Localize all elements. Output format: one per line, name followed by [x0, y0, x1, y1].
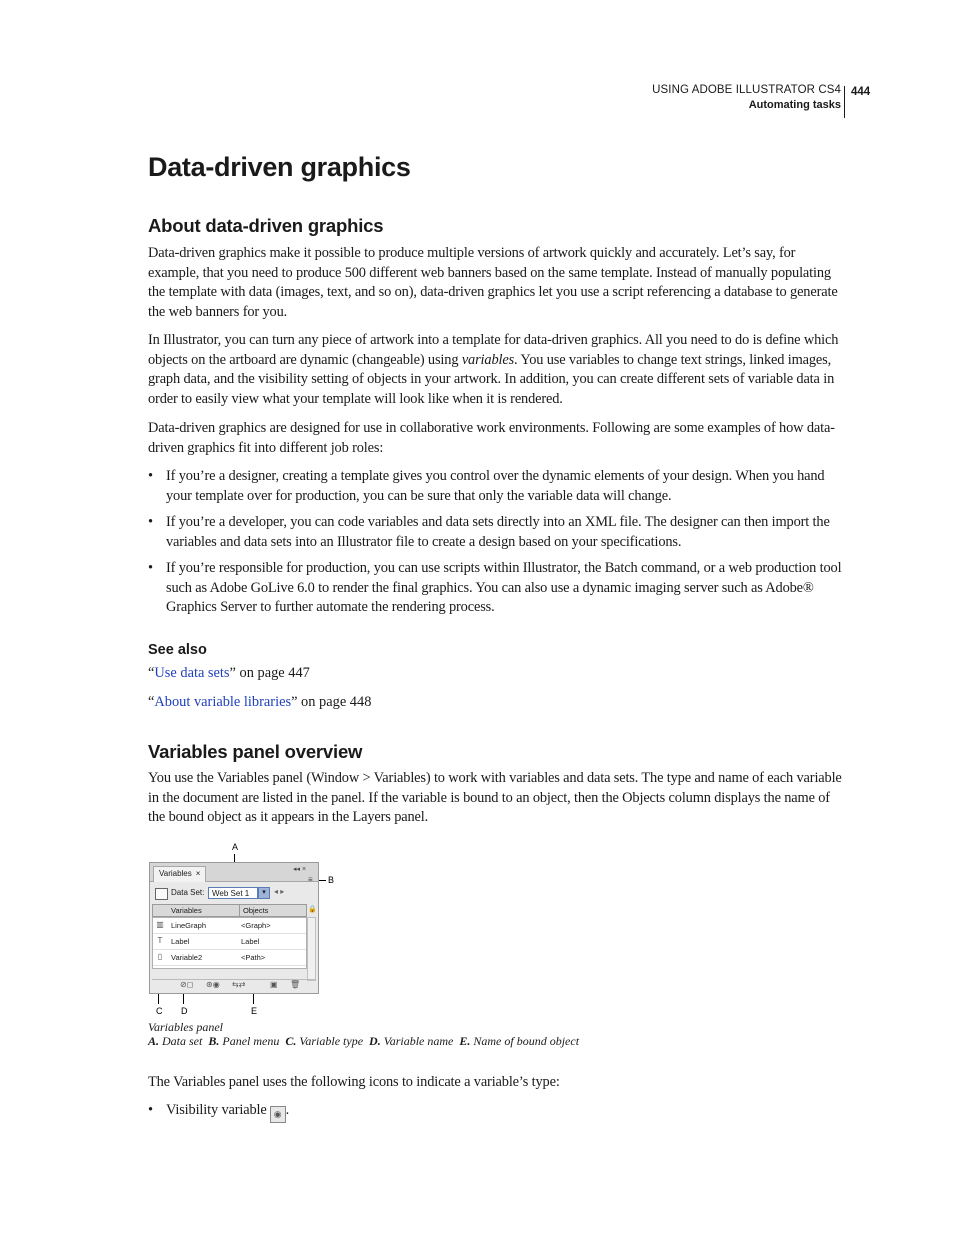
caption-key: D.: [369, 1034, 381, 1048]
bind-unbind-icon[interactable]: ⊘◻: [180, 980, 194, 989]
visibility-variable-icon: ◉: [270, 1106, 286, 1123]
list-item: [148, 513, 842, 552]
bullet-icon: •: [148, 560, 153, 576]
visibility-variable-label: Visibility variable: [166, 1102, 267, 1118]
window-controls-icon[interactable]: ◂◂ ×: [293, 866, 307, 873]
paragraph-intro: Data-driven graphics make it possible to produce multiple versions of artwork quickly and accurately. Let’s say, for example, that you need to produce 500 different web banners based on the same template. Instead of manually populating the template with data (images, text, and so on), data-driven graphics let you use a script referencing a database to generate the web banners for you.: [148, 245, 838, 320]
chapter-title: Automating tasks: [748, 99, 841, 111]
panel-menu-icon[interactable]: ≡: [308, 875, 313, 884]
sentence-end: .: [285, 1102, 290, 1118]
header-divider: [844, 86, 845, 118]
page-reference: ” on page 448: [291, 694, 372, 710]
book-title: USING ADOBE ILLUSTRATOR CS4: [652, 84, 841, 96]
section-heading-variables-panel: Variables panel overview: [148, 741, 363, 762]
trash-icon[interactable]: 🗑: [290, 980, 301, 989]
graph-icon: ▥: [156, 920, 164, 929]
variables-panel: [149, 862, 319, 994]
quote-open: “: [148, 665, 155, 681]
see-also-entry: [148, 693, 371, 713]
data-set-nav-arrows-icon[interactable]: ◂ ▸: [274, 887, 285, 896]
scrollbar[interactable]: [307, 917, 316, 981]
caption-key: E.: [459, 1034, 471, 1048]
paragraph-variables: [148, 331, 842, 409]
list-item: [148, 1101, 842, 1123]
quote-open: “: [148, 694, 155, 710]
page-reference: ” on page 447: [229, 665, 310, 681]
unbind-variable-icon[interactable]: ⇆⇄: [232, 980, 246, 989]
callout-b: B: [328, 875, 335, 885]
section-heading-about: About data-driven graphics: [148, 215, 384, 236]
new-variable-icon[interactable]: ▣: [270, 980, 278, 989]
dynamic-visibility-icon[interactable]: ⊛◉: [206, 980, 220, 989]
page-title: Data-driven graphics: [148, 152, 411, 182]
caption-text: Data set: [162, 1034, 203, 1048]
table-row[interactable]: [153, 918, 306, 934]
list-item-text: [166, 1101, 842, 1123]
panel-tab-bar: [150, 863, 318, 882]
variable-name: Label: [171, 937, 190, 946]
page-number: 444: [851, 86, 871, 98]
lock-icon[interactable]: 🔒: [308, 906, 317, 913]
capture-data-set-icon[interactable]: [155, 888, 168, 900]
bound-object-name: Label: [241, 937, 260, 946]
column-header: [152, 904, 307, 917]
data-set-row: [153, 887, 313, 901]
paragraph-panel-overview: You use the Variables panel (Window > Variables) to work with variables and data sets. The type and name of each variable in the document are listed in the panel. If the variable is bound to an object, then the Objects column displays the name of the bound object as it appears in the Layers panel.: [148, 770, 842, 826]
callout-e: E: [251, 1006, 258, 1016]
caption-key: A.: [148, 1034, 160, 1048]
text-run: In Illustrator, you can turn any piece of artwork into a template for data-driven graphics. All you need to do is define which objects on the artboard are dynamic (changeable) using: [148, 332, 839, 368]
variable-name: Variable2: [171, 953, 203, 962]
caption-text: Variable name: [383, 1034, 454, 1048]
list-item-text: If you’re responsible for production, you can use scripts within Illustrator, the Batch command, or a web production tool such as Adobe GoLive 6.0 to render the final graphics. You can also use a dynamic imaging server such as Adobe® Graphics Server to further automate the rendering process.: [166, 560, 842, 616]
tab-variables[interactable]: [153, 866, 206, 882]
bullet-icon: •: [148, 468, 153, 484]
link-about-variable-libraries[interactable]: About variable libraries: [154, 694, 292, 710]
text-run: . You use variables to change text strings, linked images, graph data, and the visibility setting of objects in your artwork. In addition, you can create different sets of variable data in order to easily view what your template will look like when it is rendered.: [148, 351, 835, 407]
bullet-icon: •: [148, 1102, 153, 1118]
paragraph-roles: Data-driven graphics are designed for use in collaborative work environments. Following are some examples of how data-driven graphics fit into different job roles:: [148, 420, 835, 456]
list-item-text: If you’re a developer, you can code variables and data sets directly into an XML file. The designer can then import the variables and data sets into an Illustrator file to create a design based on your specifications.: [166, 514, 830, 550]
callout-c: C: [156, 1006, 163, 1016]
variable-list: [152, 917, 307, 969]
callout-d: D: [181, 1006, 188, 1016]
variable-name: LineGraph: [171, 921, 207, 930]
callout-a: A: [232, 842, 239, 852]
column-variables[interactable]: Variables: [171, 906, 202, 915]
bullet-icon: •: [148, 514, 153, 530]
list-item-text: If you’re a designer, creating a template gives you control over the dynamic elements of your design. When you hand your template over for production, you can be sure that only the variable data will change.: [166, 468, 825, 504]
data-set-select[interactable]: Web Set 1: [208, 887, 258, 899]
list-item: [148, 559, 842, 618]
bound-object-name: <Path>: [241, 953, 266, 962]
list-item: [148, 467, 842, 506]
close-icon[interactable]: ×: [195, 869, 201, 878]
image-icon: ▯: [157, 952, 163, 961]
see-also-heading: See also: [148, 642, 207, 658]
caption-text: Name of bound object: [473, 1034, 580, 1048]
see-also-entry: [148, 664, 310, 684]
variables-panel-figure: [148, 840, 348, 1020]
bound-object-name: <Graph>: [241, 921, 271, 930]
text-icon: T: [157, 936, 163, 945]
panel-bottom-toolbar: [152, 979, 316, 992]
running-header: [652, 84, 841, 111]
caption-key: B.: [208, 1034, 220, 1048]
figure-caption-title: Variables panel: [148, 1020, 223, 1034]
figure-caption-legend: [148, 1034, 579, 1049]
caption-text: Variable type: [299, 1034, 364, 1048]
caption-text: Panel menu: [222, 1034, 280, 1048]
table-row[interactable]: [153, 934, 306, 950]
paragraph-icons-intro: The Variables panel uses the following icons to indicate a variable’s type:: [148, 1074, 560, 1090]
link-use-data-sets[interactable]: Use data sets: [154, 665, 230, 681]
data-set-label: Data Set:: [171, 888, 205, 897]
column-objects[interactable]: Objects: [239, 905, 268, 916]
tab-label: Variables: [159, 869, 192, 878]
emphasis-variables: variables: [461, 351, 515, 368]
caption-key: C.: [285, 1034, 297, 1048]
chevron-down-icon[interactable]: ▾: [258, 887, 270, 899]
table-row[interactable]: [153, 950, 306, 966]
